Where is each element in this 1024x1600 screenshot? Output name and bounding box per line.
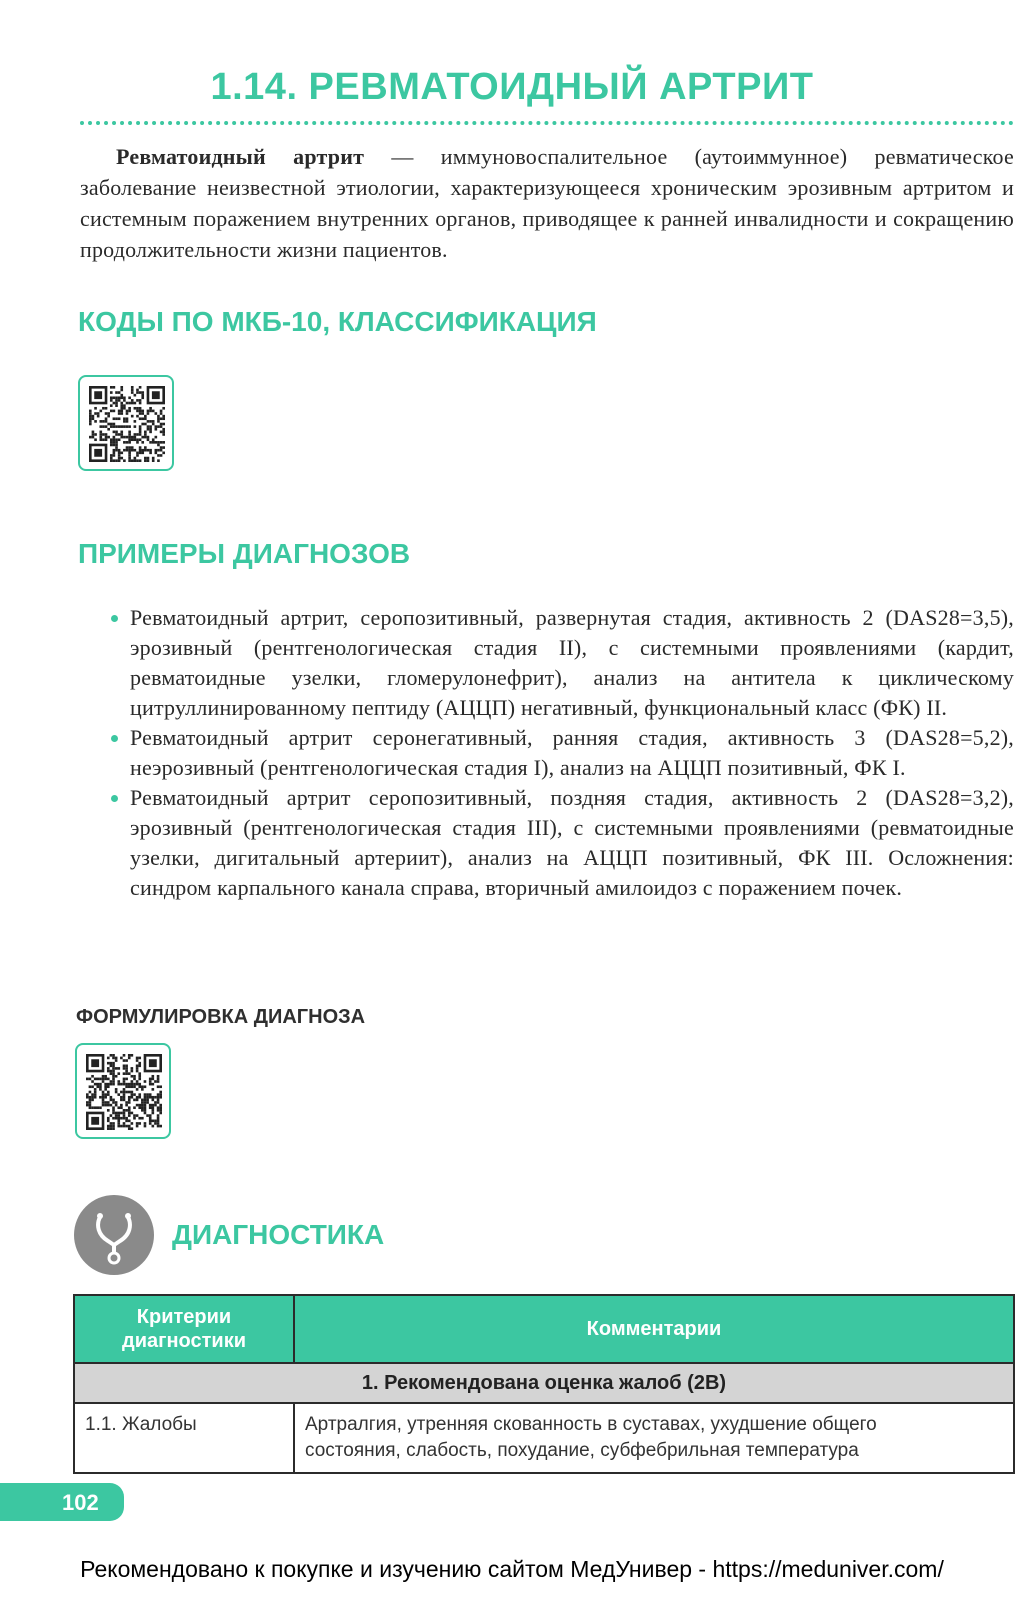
bullet-icon [111, 795, 118, 802]
diagnosis-examples-list [108, 603, 1014, 903]
chapter-title: 1.14. РЕВМАТОИДНЫЙ АРТРИТ [210, 66, 814, 108]
list-item: Ревматоидный артрит серопозитивный, поздняя стадия, активность 2 (DAS28=3,2), эрозивный (рентгенологическая стадия III), с системными проявлениями (ревматоидные узелки, дигитальный артериит), анализ на АЦЦП позитивный, ФК III. Осложнения: синдром карпального канала справа, вторичный амилоидоз с поражением почек. [108, 783, 1014, 903]
qr-code-icon [86, 1054, 162, 1130]
qr-code-icon [89, 386, 165, 462]
criteria-cell: 1.1. Жалобы [74, 1403, 294, 1473]
qr-code-formulation[interactable] [75, 1043, 171, 1139]
diagnostics-table [73, 1294, 1015, 1474]
list-item: Ревматоидный артрит, серопозитивный, развернутая стадия, активность 2 (DAS28=3,5), эрозивный (рентгенологическая стадия II), с системными проявлениями (кардит, ревматоидные узелки, гломерулонефрит), анализ на антитела к циклическому цитруллинированному пептиду (АЦЦП) негативный, функциональный класс (ФК) II. [108, 603, 1014, 723]
examples-heading: ПРИМЕРЫ ДИАГНОЗОВ [78, 538, 411, 569]
table-section-row: 1. Рекомендована оценка жалоб (2В) [74, 1363, 1014, 1403]
column-header-criteria: Критерии диагностики [74, 1295, 294, 1363]
intro-term: Ревматоидный артрит [116, 144, 365, 169]
column-header-comments: Комментарии [294, 1295, 1014, 1363]
intro-text: — иммуновоспалительное (аутоиммунное) ревматическое заболевание неизвестной этиологии, характеризующееся хроническим эрозивным артритом и системным поражением внутренних органов, приводящее к ранней инвалидности и сокращению продолжительности жизни пациентов. [80, 144, 1014, 262]
footer-note: Рекомендовано к покупке и изучению сайтом МедУнивер - https://meduniver.com/ [80, 1556, 944, 1582]
formulation-heading: ФОРМУЛИРОВКА ДИАГНОЗА [76, 1006, 366, 1028]
table-row [74, 1403, 1014, 1473]
codes-heading: КОДЫ ПО МКБ-10, КЛАССИФИКАЦИЯ [78, 306, 597, 337]
page-number: 102 [62, 1490, 99, 1515]
intro-paragraph [80, 141, 1014, 265]
bullet-icon [111, 615, 118, 622]
list-item: Ревматоидный артрит серонегативный, ранняя стадия, активность 3 (DAS28=5,2), неэрозивный (рентгенологическая стадия I), анализ на АЦЦП позитивный, ФК I. [108, 723, 1014, 783]
stethoscope-icon [74, 1195, 154, 1275]
comment-cell: Артралгия, утренняя скованность в суставах, ухудшение общего состояния, слабость, похудание, субфебрильная температура [294, 1403, 1014, 1473]
title-divider [80, 121, 1014, 125]
diagnostics-heading: ДИАГНОСТИКА [172, 1219, 385, 1250]
qr-code-codes[interactable] [78, 375, 174, 471]
bullet-icon [111, 735, 118, 742]
